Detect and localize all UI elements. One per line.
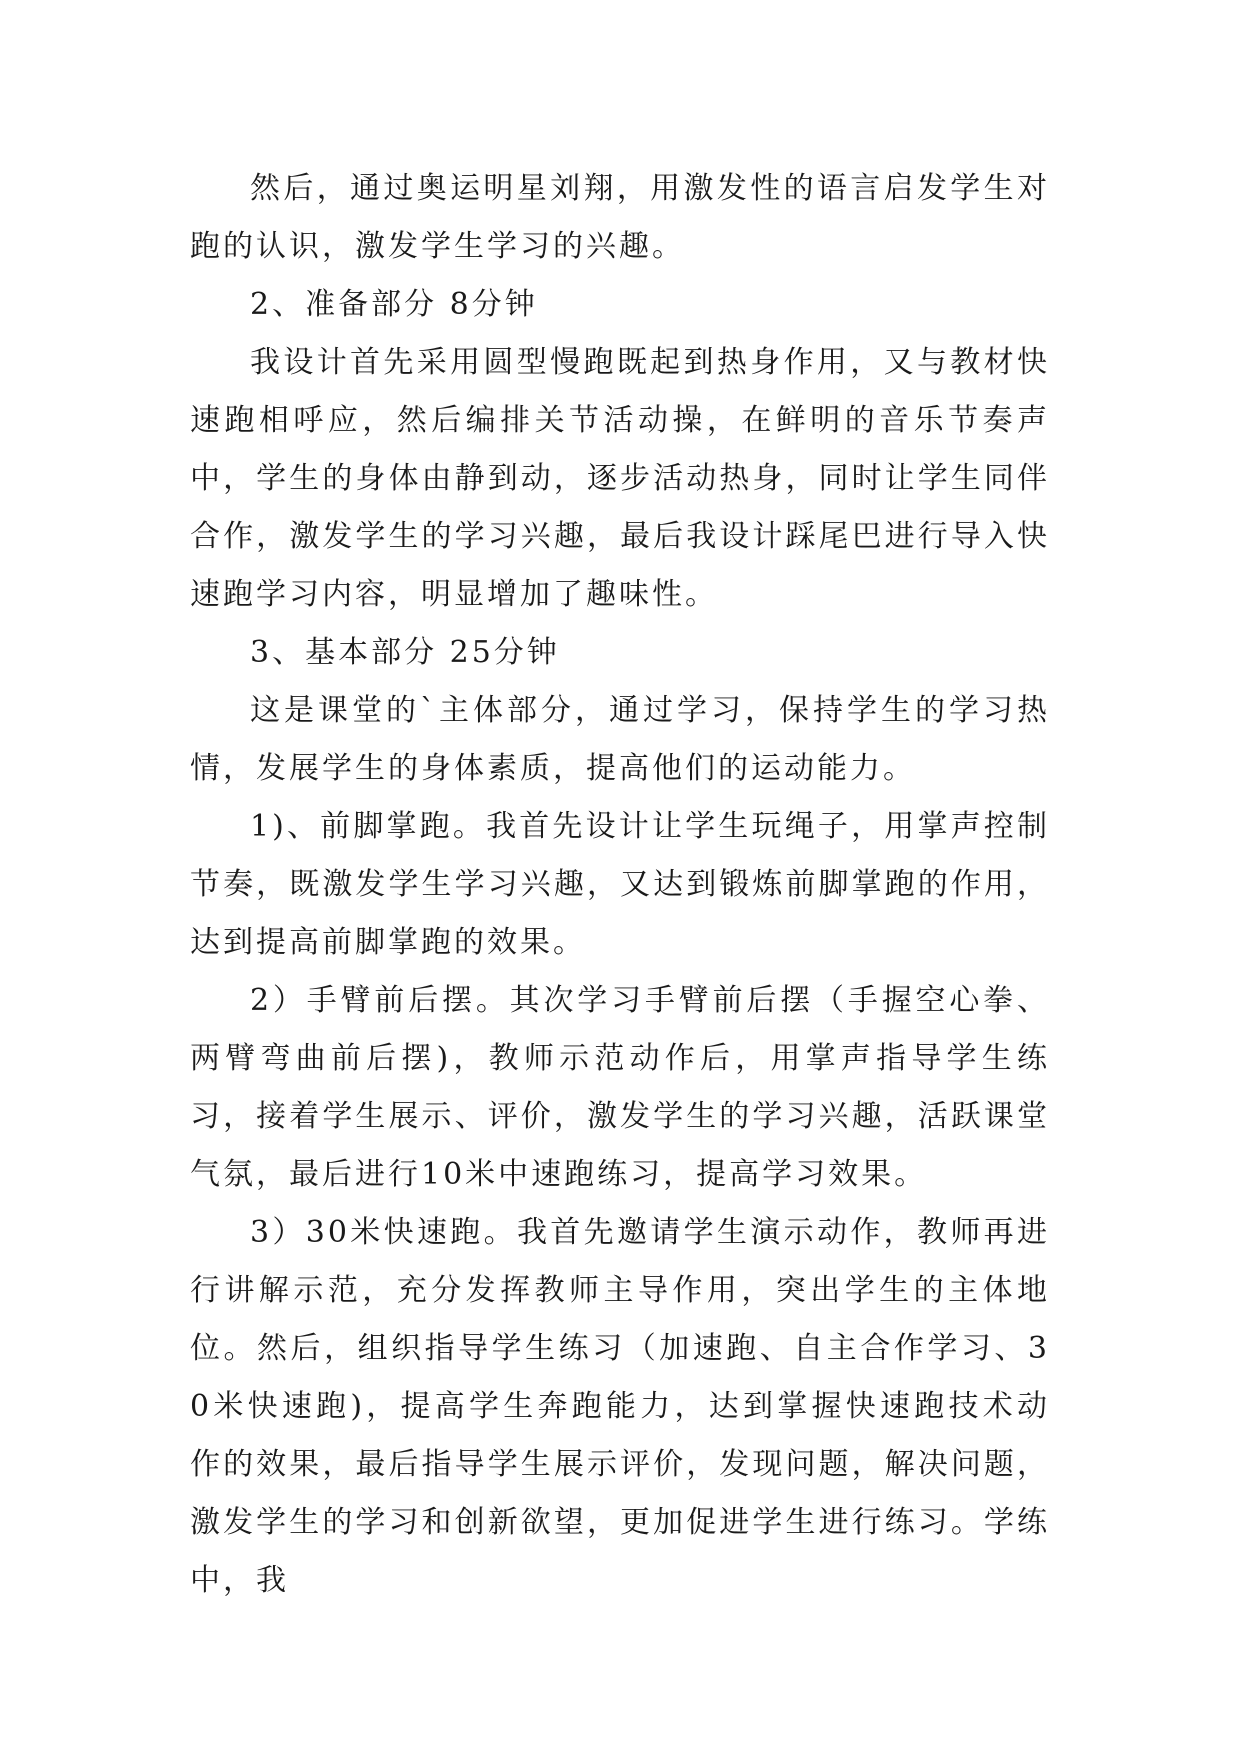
section-heading-preparation: 2、准备部分 8分钟: [250, 287, 538, 322]
paragraph-30m-sprint: 3）30米快速跑。我首先邀请学生演示动作，教师再进行讲解示范，充分发挥教师主导作用，突出学生的主体地位。然后，组织指导学生练习（加速跑、自主合作学习、30米快速跑)，提高学生奔跑能力，达到掌握快速跑技术动作的效果，最后指导学生展示评价，发现问题，解决问题，激发学生的学习和创新欲望，更加促进学生进行练习。学练中，我: [190, 1215, 1050, 1598]
paragraph-preparation: 我设计首先采用圆型慢跑既起到热身作用，又与教材快速跑相呼应，然后编排关节活动操，在鲜明的音乐节奏声中，学生的身体由静到动，逐步活动热身，同时让学生同伴合作，激发学生的学习兴趣，最后我设计踩尾巴进行导入快速跑学习内容，明显增加了趣味性。: [190, 345, 1050, 612]
paragraph-forefoot-running: 1)、前脚掌跑。我首先设计让学生玩绳子，用掌声控制节奏，既激发学生学习兴趣，又达到锻炼前脚掌跑的作用，达到提高前脚掌跑的效果。: [190, 809, 1050, 960]
document-body: [190, 160, 1050, 1610]
paragraph-arm-swing: 2）手臂前后摆。其次学习手臂前后摆（手握空心拳、两臂弯曲前后摆)，教师示范动作后，用掌声指导学生练习，接着学生展示、评价，激发学生的学习兴趣，活跃课堂气氛，最后进行10米中速跑练习，提高学习效果。: [190, 983, 1050, 1192]
section-heading-basic: 3、基本部分 25分钟: [250, 635, 560, 670]
paragraph-basic-overview: 这是课堂的`主体部分，通过学习，保持学生的学习热情，发展学生的身体素质，提高他们的运动能力。: [190, 693, 1050, 786]
paragraph-intro-recap: 然后，通过奥运明星刘翔，用激发性的语言启发学生对跑的认识，激发学生学习的兴趣。: [190, 171, 1050, 264]
